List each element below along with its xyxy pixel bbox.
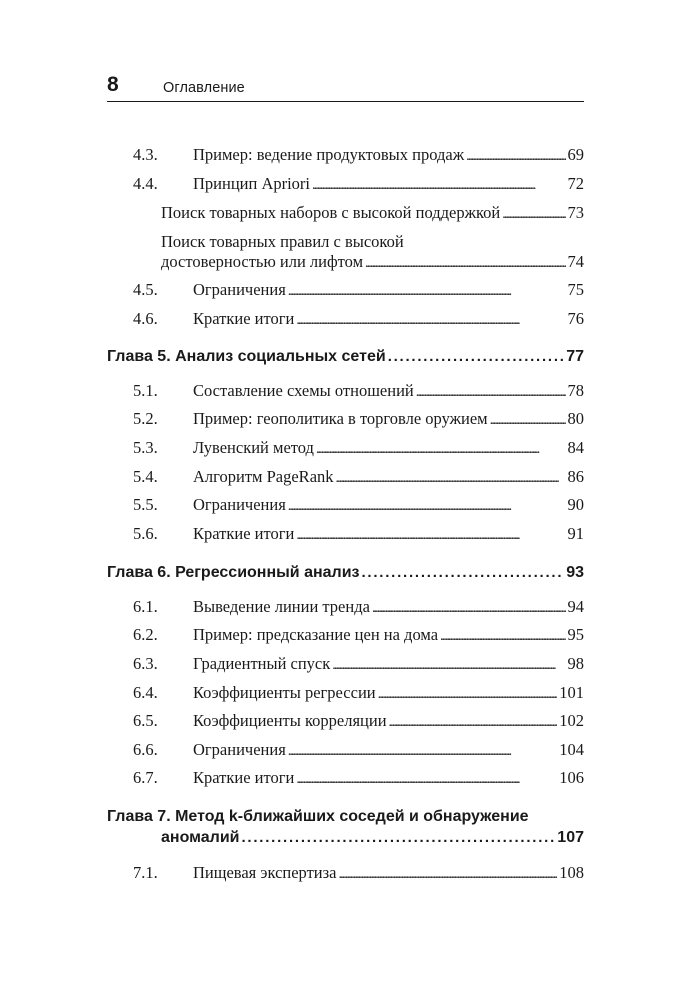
entry-page: 84 bbox=[567, 438, 584, 457]
entry-page: 101 bbox=[559, 683, 584, 702]
entry-label: Пример: ведение продуктовых продаж bbox=[193, 145, 465, 164]
entry-page: 106 bbox=[559, 768, 584, 787]
entry-number: 4.4. bbox=[133, 174, 158, 193]
chapter-label: Глава 6. Регрессионный анализ bbox=[107, 564, 360, 581]
entry-number: 6.2. bbox=[133, 625, 158, 644]
entry-label: Краткие итоги bbox=[193, 524, 295, 543]
dot-leader bbox=[378, 682, 558, 706]
entry-label: Ограничения bbox=[193, 280, 286, 299]
entry-label: Пример: геополитика в торговле оружием bbox=[193, 409, 488, 428]
entry-page: 91 bbox=[567, 524, 584, 543]
toc-entry[interactable] bbox=[133, 624, 584, 648]
dot-leader bbox=[440, 624, 565, 648]
entry-number: 5.3. bbox=[133, 438, 158, 457]
entry-number: 6.5. bbox=[133, 711, 158, 730]
entry-number: 6.7. bbox=[133, 768, 158, 787]
dot-leader bbox=[316, 437, 566, 461]
dot-leader bbox=[361, 562, 564, 584]
entry-label: Составление схемы отношений bbox=[193, 381, 414, 400]
entry-number: 7.1. bbox=[133, 863, 158, 882]
entry-page: 80 bbox=[567, 409, 584, 428]
dot-leader bbox=[365, 251, 565, 275]
entry-number: 5.6. bbox=[133, 524, 158, 543]
dot-leader bbox=[332, 653, 565, 677]
entry-label: Поиск товарных наборов с высокой поддержкой bbox=[161, 203, 501, 222]
toc-entry[interactable] bbox=[133, 653, 584, 677]
entry-number: 6.1. bbox=[133, 597, 158, 616]
entry-number: 5.4. bbox=[133, 467, 158, 486]
entry-page: 72 bbox=[567, 174, 584, 193]
page-number: 8 bbox=[107, 73, 119, 96]
chapter-page: 107 bbox=[557, 829, 584, 846]
dot-leader bbox=[296, 767, 557, 791]
entry-number: 5.5. bbox=[133, 495, 158, 514]
entry-label: Ограничения bbox=[193, 740, 286, 759]
chapter-label-line1: Глава 7. Метод k-ближайших соседей и обнаружение bbox=[107, 808, 529, 825]
entry-page: 78 bbox=[567, 381, 584, 400]
toc-entry[interactable] bbox=[133, 596, 584, 620]
dot-leader bbox=[336, 466, 566, 490]
entry-label: Краткие итоги bbox=[193, 309, 295, 328]
entry-page: 90 bbox=[567, 495, 584, 514]
entry-label: Градиентный спуск bbox=[193, 654, 331, 673]
chapter-page: 77 bbox=[566, 348, 584, 365]
entry-label: достоверностью или лифтом bbox=[161, 252, 364, 271]
running-title: Оглавление bbox=[163, 80, 245, 96]
entry-number: 6.6. bbox=[133, 740, 158, 759]
dot-leader bbox=[466, 144, 565, 168]
toc-entry[interactable] bbox=[133, 682, 584, 706]
dot-leader bbox=[338, 862, 557, 886]
toc-subentry[interactable] bbox=[161, 202, 584, 226]
dot-leader bbox=[502, 202, 565, 226]
entry-number: 4.6. bbox=[133, 309, 158, 328]
toc-entry[interactable] bbox=[133, 767, 584, 791]
dot-leader bbox=[296, 308, 565, 332]
toc-entry[interactable] bbox=[133, 466, 584, 490]
dot-leader bbox=[312, 173, 565, 197]
entry-page: 73 bbox=[567, 203, 584, 222]
dot-leader bbox=[296, 523, 565, 547]
entry-label: Коэффициенты корреляции bbox=[193, 711, 387, 730]
toc-entry[interactable] bbox=[133, 380, 584, 404]
entry-page: 74 bbox=[567, 252, 584, 271]
dot-leader bbox=[372, 596, 566, 620]
chapter-page: 93 bbox=[566, 564, 584, 581]
entry-page: 108 bbox=[559, 863, 584, 882]
dot-leader bbox=[288, 494, 566, 518]
dot-leader bbox=[416, 380, 566, 404]
toc-entry[interactable] bbox=[133, 523, 584, 547]
dot-leader bbox=[288, 739, 557, 763]
entry-label: Коэффициенты регрессии bbox=[193, 683, 376, 702]
entry-page: 102 bbox=[559, 711, 584, 730]
entry-page: 75 bbox=[567, 280, 584, 299]
toc-entry[interactable] bbox=[133, 408, 584, 432]
toc-entry[interactable] bbox=[133, 173, 584, 197]
entry-label: Ограничения bbox=[193, 495, 286, 514]
toc-chapter[interactable] bbox=[161, 827, 584, 849]
entry-page: 98 bbox=[567, 654, 584, 673]
entry-label: Краткие итоги bbox=[193, 768, 295, 787]
entry-page: 95 bbox=[567, 625, 584, 644]
toc-entry[interactable] bbox=[133, 862, 584, 886]
toc-entry[interactable] bbox=[133, 739, 584, 763]
toc-entry[interactable] bbox=[133, 710, 584, 734]
dot-leader bbox=[288, 279, 566, 303]
toc-entry[interactable] bbox=[133, 144, 584, 168]
entry-label: Лувенский метод bbox=[193, 438, 314, 457]
entry-label: Принцип Apriori bbox=[193, 174, 311, 193]
toc-entry[interactable] bbox=[133, 437, 584, 461]
entry-number: 5.1. bbox=[133, 381, 158, 400]
entry-number: 6.4. bbox=[133, 683, 158, 702]
entry-page: 76 bbox=[567, 309, 584, 328]
dot-leader bbox=[388, 346, 565, 368]
toc-entry[interactable] bbox=[133, 494, 584, 518]
toc-chapter[interactable] bbox=[107, 346, 584, 368]
toc-chapter[interactable] bbox=[107, 562, 584, 584]
toc-entry[interactable] bbox=[133, 308, 584, 332]
entry-page: 94 bbox=[567, 597, 584, 616]
entry-label: Алгоритм PageRank bbox=[193, 467, 334, 486]
entry-label: Пищевая экспертиза bbox=[193, 863, 337, 882]
dot-leader bbox=[389, 710, 558, 734]
entry-number: 5.2. bbox=[133, 409, 158, 428]
chapter-label: Глава 5. Анализ социальных сетей bbox=[107, 348, 386, 365]
chapter-label: аномалий bbox=[161, 829, 240, 846]
entry-number: 6.3. bbox=[133, 654, 158, 673]
entry-label-line1: Поиск товарных правил с высокой bbox=[161, 232, 404, 251]
dot-leader bbox=[241, 827, 555, 849]
toc-entry[interactable] bbox=[133, 279, 584, 303]
toc-subentry[interactable] bbox=[161, 251, 584, 275]
entry-page: 69 bbox=[567, 145, 584, 164]
dot-leader bbox=[490, 408, 566, 432]
entry-label: Пример: предсказание цен на дома bbox=[193, 625, 439, 644]
entry-number: 4.5. bbox=[133, 280, 158, 299]
entry-page: 86 bbox=[567, 467, 584, 486]
entry-number: 4.3. bbox=[133, 145, 158, 164]
entry-page: 104 bbox=[559, 740, 584, 759]
entry-label: Выведение линии тренда bbox=[193, 597, 370, 616]
